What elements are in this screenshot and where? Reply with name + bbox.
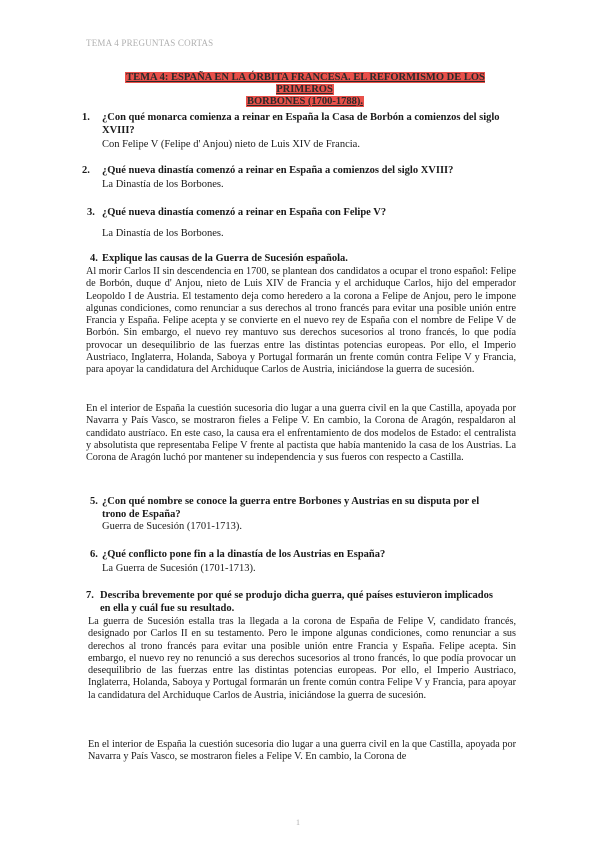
question-2 [82,165,522,178]
question-number: 2. [82,165,90,176]
question-text: ¿Qué nueva dinastía comenzó a reinar en España con Felipe V? [102,207,387,218]
answer-4-paragraph-1: Al morir Carlos II sin descendencia en 1700, se plantean dos candidatos a ocupar el trono español: Felipe de Borbón, duque d' Anjou, nieto de Luis XIV de Francia y el archiduque Carlos, hijo del emperador Leopoldo I de Austria. El testamento deja como heredero a la corona a Felipe de Anjou, pero le impone algunas condiciones, como renunciar a sus derechos al trono francés para evitar una posible unión entre Francia y España. Felipe acepta y se convierte en el nuevo rey de España con el nombre de Felipe V de Borbón. Sin embargo, el nuevo rey mantuvo sus derechos sucesorios al trono francés, lo que podía provocar un desequilibrio de las fuerzas entre las distintas potencias europeas. Por ello, el Imperio Austriaco, Inglaterra, Holanda, Saboya y Portugal formarán un frente común contra Felipe V y Francia, para apoyar la candidatura del Archiduque Carlos de Austria, iniciándose la guerra de sucesión. [86,266,516,376]
question-7 [86,590,520,615]
answer-6: La Guerra de Sucesión (1701-1713). [102,563,256,574]
answer-1: Con Felipe V (Felipe d' Anjou) nieto de Luis XIV de Francia. [102,139,360,150]
question-4 [90,253,522,266]
answer-3: La Dinastía de los Borbones. [102,228,224,239]
question-text-line-2: en ella y cuál fue su resultado. [100,602,235,614]
question-number: 5. [90,496,98,507]
answer-7-paragraph-1: La guerra de Sucesión estalla tras la llegada a la corona de España de Felipe V, candidato francés, designado por Carlos II en su testamento. Pero le impone algunas condiciones, como renunciar a sus derechos al trono francés para evitar una posible unión entre Francia y España. Felipe acepta. Sin embargo, el nuevo rey no renunció a sus derechos sucesorios al trono francés, lo que podía provocar un desequilibrio de las fuerzas entre las distintas potencias europeas. Por ello, el Imperio Austriaco, Inglaterra, Holanda, Saboya y Portugal formarán un frente común contra Felipe V y Francia, para apoyar la candidatura del Archiduque Carlos de Austria, iniciándose la guerra de sucesión. [88,616,516,701]
question-text-line-2: trono de España? [102,508,181,520]
question-1 [82,112,522,137]
question-number: 6. [90,549,98,560]
question-text-line-2: XVIII? [102,124,135,136]
question-5 [90,496,522,521]
question-number: 1. [82,112,90,123]
question-3 [87,207,522,220]
title-line-1: TEMA 4: ESPAÑA EN LA ÓRBITA FRANCESA. EL REFORMISMO DE LOS PRIMEROS [126,72,485,95]
page-header: TEMA 4 PREGUNTAS CORTAS [86,38,214,48]
question-text-line-1: ¿Con qué monarca comienza a reinar en España la Casa de Borbón a comienzos del siglo [102,112,500,123]
question-text: ¿Qué conflicto pone fin a la dinastía de los Austrias en España? [102,549,386,560]
page-number: 1 [296,818,300,827]
question-text: Explique las causas de la Guerra de Sucesión española. [102,253,348,264]
answer-2: La Dinastía de los Borbones. [102,179,224,190]
document-title [100,72,510,108]
title-line-2: BORBONES (1700-1788). [246,96,364,107]
answer-4-paragraph-2: En el interior de España la cuestión sucesoria dio lugar a una guerra civil en la que Castilla, apoyada por Navarra y País Vasco, se mostraron fieles a Felipe V. En cambio, la Corona de Aragón, respaldaron al candidato austríaco. En este caso, la causa era el enfrentamiento de dos modelos de Estado: el centralista y absolutista que representaba Felipe V frente al pactista que había mantenido la casa de los Austrias. La Corona de Aragón luchó por mantener su independencia y sus fueros con respecto a Castilla. [86,403,516,464]
question-6 [90,549,522,562]
question-number: 7. [86,590,94,601]
question-text-line-1: Describa brevemente por qué se produjo dicha guerra, qué países estuvieron implicados [100,590,493,601]
answer-5: Guerra de Sucesión (1701-1713). [102,521,242,532]
question-text-line-1: ¿Con qué nombre se conoce la guerra entre Borbones y Austrias en su disputa por el [102,496,480,507]
question-text: ¿Qué nueva dinastía comenzó a reinar en España a comienzos del siglo XVIII? [102,165,454,176]
question-number: 4. [90,253,98,264]
question-number: 3. [87,207,95,218]
answer-7-paragraph-2: En el interior de España la cuestión sucesoria dio lugar a una guerra civil en la que Castilla, apoyada por Navarra y País Vasco, se mostraron fieles a Felipe V. En cambio, la Corona de [88,739,516,763]
